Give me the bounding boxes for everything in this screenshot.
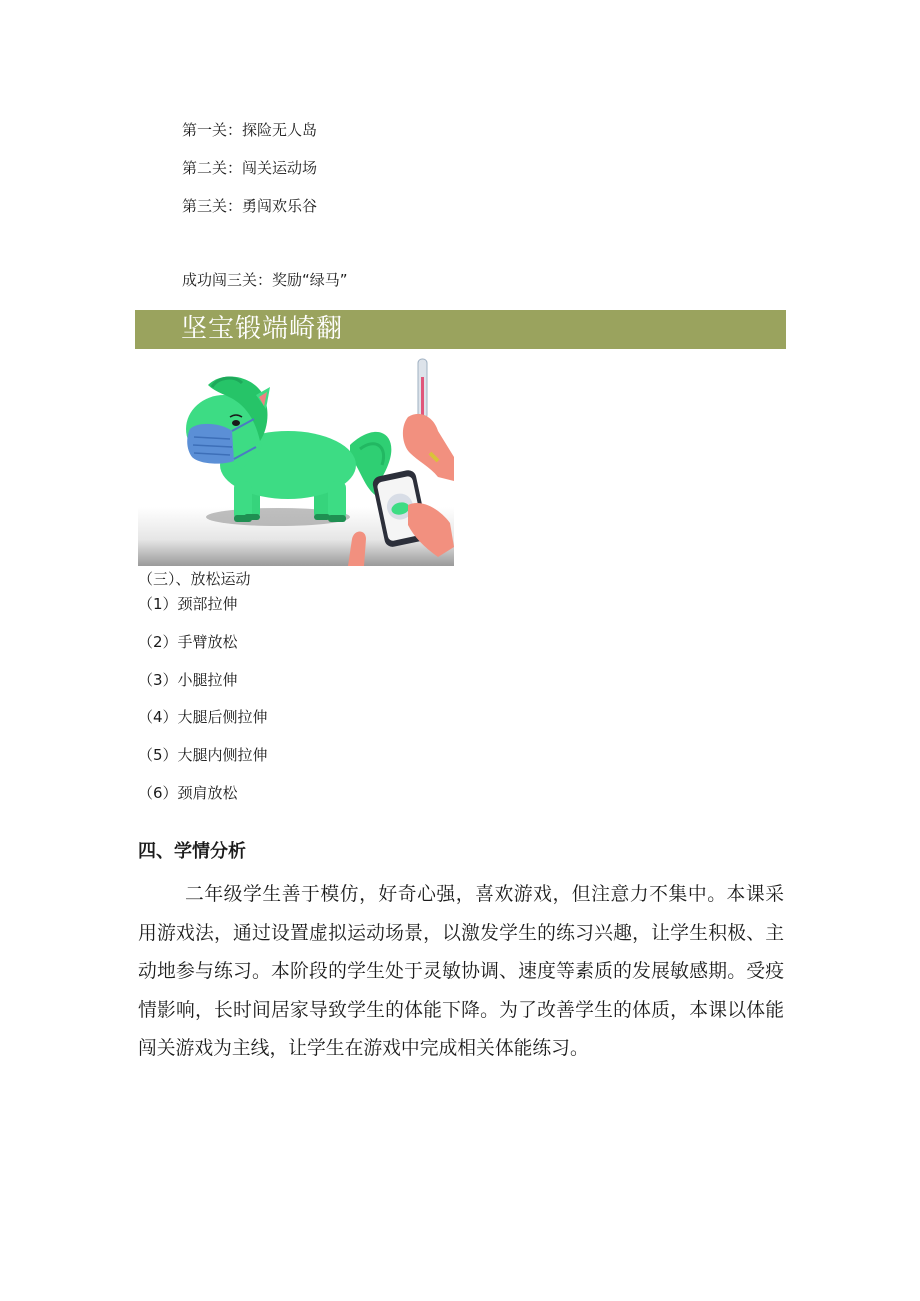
analysis-paragraph: 二年级学生善于模仿，好奇心强，喜欢游戏，但注意力不集中。本课采用游戏法，通过设置虚拟运动场景，以激发学生的练习兴趣，让学生积极、主动地参与练习。本阶段的学生处于灵敏协调、速度等素质的发展敏感期。受疫情影响，长时间居家导致学生的体能下降。为了改善学生的体质，本课以体能闯关游戏为主线，让学生在游戏中完成相关体能练习。 — [138, 884, 784, 1059]
stage-1: 第一关：探险无人岛 — [182, 121, 318, 139]
banner-text: 坚宝锻端崎翻 — [181, 314, 344, 344]
relax-heading: （三）、放松运动 — [138, 570, 251, 588]
green-horse-illustration — [138, 357, 454, 566]
relax-item-2: （2）手臂放松 — [138, 633, 238, 651]
stage-3: 第三关：勇闯欢乐谷 — [182, 197, 318, 215]
stage-2: 第二关：闯关运动场 — [182, 159, 318, 177]
relax-item-1: （1）颈部拉伸 — [138, 595, 238, 613]
relax-item-6: （6）颈肩放松 — [138, 784, 238, 802]
relax-item-3: （3）小腿拉伸 — [138, 671, 238, 689]
relax-item-5: （5）大腿内侧拉伸 — [138, 746, 268, 764]
reward-text: 成功闯三关：奖励“绿马” — [182, 271, 348, 289]
title-banner — [135, 310, 786, 349]
section-title-analysis: 四、学情分析 — [138, 841, 246, 862]
relax-item-4: （4）大腿后侧拉伸 — [138, 708, 268, 726]
